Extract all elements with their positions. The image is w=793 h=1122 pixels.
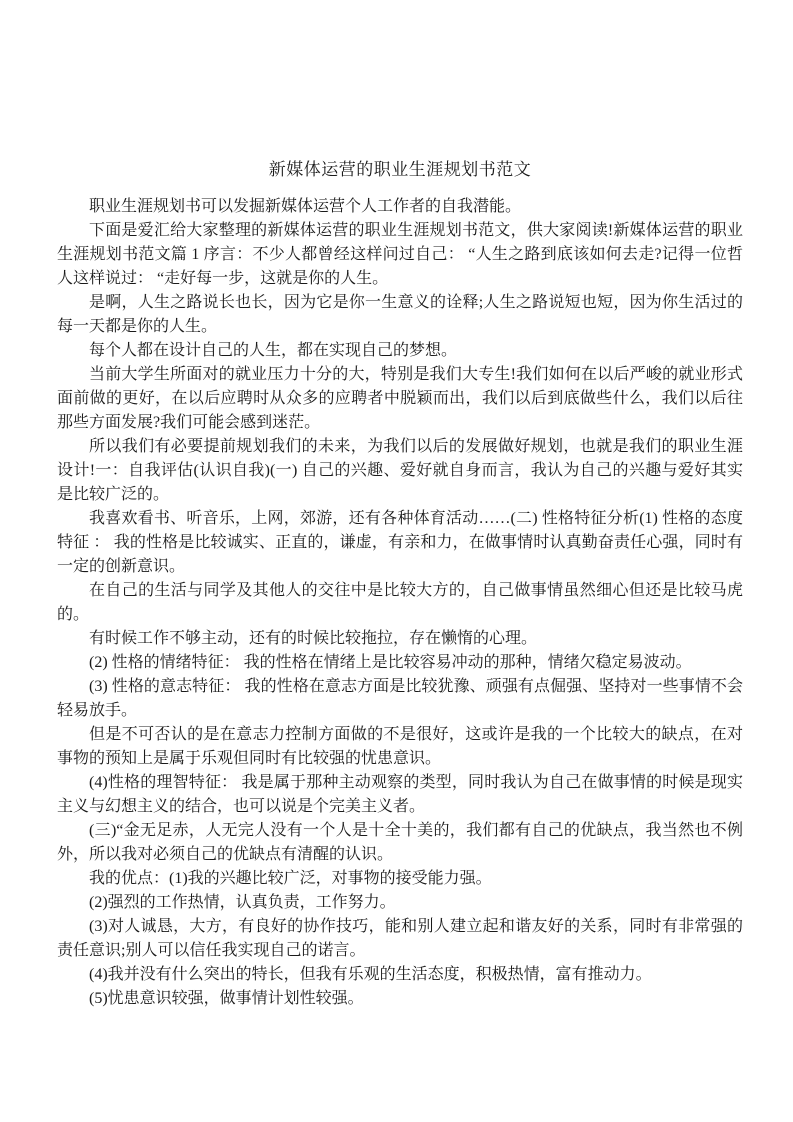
paragraph: 但是不可否认的是在意志力控制方面做的不是很好，这或许是我的一个比较大的缺点，在对事物的预知上是属于乐观但同时有比较强的忧患意识。 <box>57 726 743 767</box>
paragraph: 当前大学生所面对的就业压力十分的大，特别是我们大专生!我们如何在以后严峻的就业形式面前做的更好，在以后应聘时从众多的应聘者中脱颖而出，我们以后到底做些什么，我们以后往那些方面发展?我们可能会感到迷茫。 <box>57 366 743 431</box>
document-title: 新媒体运营的职业生涯规划书范文 <box>268 160 532 179</box>
paragraph: (3) 性格的意志特征： 我的性格在意志方面是比较犹豫、顽强有点倔强、坚持对一些事情不会轻易放手。 <box>57 678 743 719</box>
paragraph: 是啊，人生之路说长也长，因为它是你一生意义的诠释;人生之路说短也短，因为你生活过的每一天都是你的人生。 <box>57 294 743 335</box>
paragraph: (4)性格的理智特征： 我是属于那种主动观察的类型，同时我认为自己在做事情的时候是现实主义与幻想主义的结合，也可以说是个完美主义者。 <box>57 774 743 815</box>
paragraph: 在自己的生活与同学及其他人的交往中是比较大方的，自己做事情虽然细心但还是比较马虎的。 <box>57 582 743 623</box>
paragraph: (4)我并没有什么突出的特长，但我有乐观的生活态度，积极热情，富有推动力。 <box>89 966 652 983</box>
paragraph: (2) 性格的情绪特征： 我的性格在情绪上是比较容易冲动的那种，情绪欠稳定易波动。 <box>89 654 692 671</box>
paragraph: 下面是爱汇给大家整理的新媒体运营的职业生涯规划书范文，供大家阅读!新媒体运营的职业生涯规划书范文篇 1 序言：不少人都曾经这样问过自己： “人生之路到底该如何去走?记得一位哲人这样说过： “走好每一步，这就是你的人生。 <box>57 222 743 287</box>
paragraph: (5)忧患意识较强，做事情计划性较强。 <box>89 990 364 1007</box>
paragraph: 所以我们有必要提前规划我们的未来，为我们以后的发展做好规划，也就是我们的职业生涯设计!一：自我评估(认识自我)(一) 自己的兴趣、爱好就自身而言，我认为自己的兴趣与爱好其实是比较广泛的。 <box>57 438 743 503</box>
paragraph: (3)对人诚恳，大方，有良好的协作技巧，能和别人建立起和谐友好的关系，同时有非常强的责任意识;别人可以信任我实现自己的诺言。 <box>57 918 743 959</box>
paragraph: 我的优点：(1)我的兴趣比较广泛，对事物的接受能力强。 <box>89 870 492 887</box>
paragraph: 有时候工作不够主动，还有的时候比较拖拉，存在懒惰的心理。 <box>89 630 538 647</box>
paragraph: (2)强烈的工作热情，认真负责，工作努力。 <box>89 894 396 911</box>
paragraph: 职业生涯规划书可以发掘新媒体运营个人工作者的自我潜能。 <box>89 198 522 215</box>
paragraph: (三)“金无足赤，人无完人没有一个人是十全十美的，我们都有自己的优缺点，我当然也不例外，所以我对必须自己的优缺点有清醒的认识。 <box>57 822 743 863</box>
paragraph: 我喜欢看书、听音乐，上网，郊游，还有各种体育活动……(二) 性格特征分析(1) 性格的态度特征 ： 我的性格是比较诚实、正直的，谦虚，有亲和力，在做事情时认真勤奋责任心强，同时有一定的创新意识。 <box>57 510 743 575</box>
paragraph: 每个人都在设计自己的人生，都在实现自己的梦想。 <box>89 342 458 359</box>
